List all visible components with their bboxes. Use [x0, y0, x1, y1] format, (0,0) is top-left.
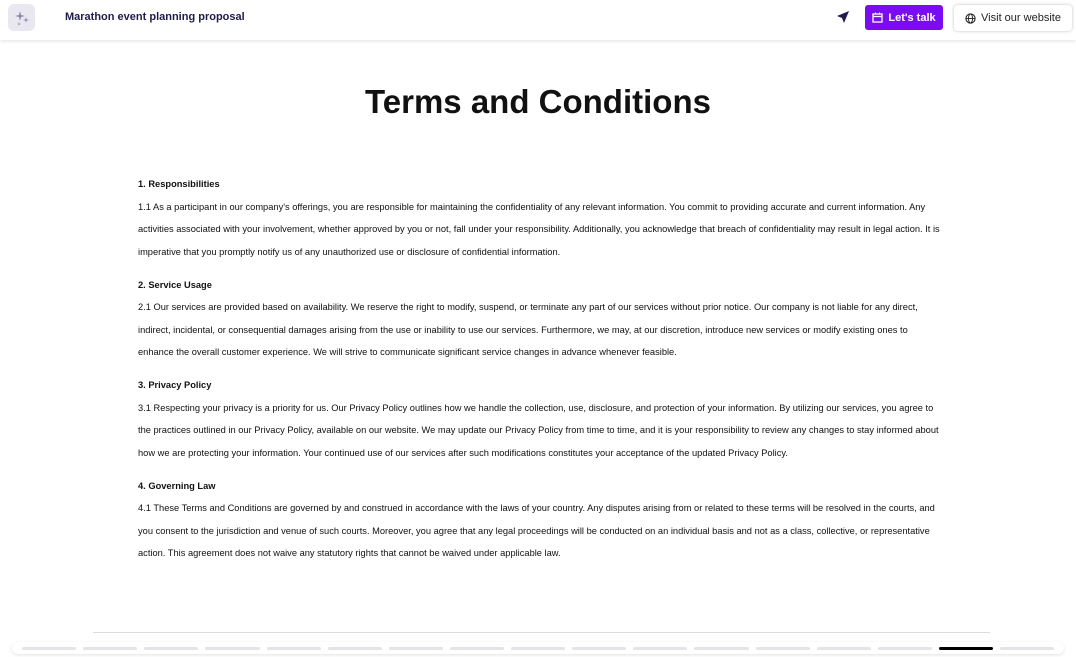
sparkles-logo-icon[interactable] [8, 4, 35, 31]
progress-segment-8[interactable] [450, 647, 504, 650]
progress-segment-3[interactable] [144, 647, 198, 650]
section-privacy-policy [138, 374, 944, 464]
globe-icon [965, 13, 976, 24]
top-bar [0, 0, 1076, 40]
document-title: Marathon event planning proposal [65, 11, 245, 23]
progress-segment-13[interactable] [756, 647, 810, 650]
page-title: Terms and Conditions [365, 83, 711, 120]
section-heading: 4. Governing Law [138, 480, 216, 491]
progress-segment-15[interactable] [878, 647, 932, 650]
section-text: 3.1 Respecting your privacy is a priority for us. Our Privacy Policy outlines how we handle the collection, use, disclosure, and protection of your information. By utilizing our services, you agree to the practices outlined in our Privacy Policy, available on our website. We may update our Privacy Policy from time to time, and it is your responsibility to review any changes to stay informed about how we are protecting your information. Your continued use of our services after such modifications constitutes your acceptance of the updated Privacy Policy. [138, 402, 939, 458]
progress-segment-11[interactable] [633, 647, 687, 650]
lets-talk-label: Let's talk [888, 11, 936, 24]
section-text: 4.1 These Terms and Conditions are governed by and construed in accordance with the laws of your country. Any disputes arising from or related to these terms will be resolved in the courts, and you consent to the jurisdiction and venue of such courts. Moreover, you agree that any legal proceedings will be conducted on an individual basis and not as a class, collective, or representative action. This agreement does not waive any statutory rights that cannot be waived under applicable law. [138, 503, 935, 558]
progress-segment-17[interactable] [1000, 647, 1054, 650]
progress-segment-10[interactable] [572, 647, 626, 650]
page-progress-bar [12, 642, 1064, 654]
section-text: 1.1 As a participant in our company's offerings, you are responsible for maintaining the confidentiality of any relevant information. You commit to providing accurate and current information. Any activities associated with your involvement, whether approved by you or not, fall under your responsibility. Additionally, you acknowledge that breach of confidentiality may result in legal action. It is imperative that you promptly notify us of any unauthorized use or disclosure of confidential information. [138, 201, 940, 257]
section-service-usage [138, 274, 944, 364]
progress-segment-14[interactable] [817, 647, 871, 650]
progress-segment-7[interactable] [389, 647, 443, 650]
section-responsibilities [138, 173, 944, 263]
section-heading: 3. Privacy Policy [138, 380, 212, 390]
lets-talk-button[interactable] [865, 5, 943, 30]
progress-segment-9[interactable] [511, 647, 565, 650]
progress-segment-5[interactable] [267, 647, 321, 650]
divider [93, 632, 990, 633]
section-heading: 1. Responsibilities [138, 179, 220, 189]
progress-segment-6[interactable] [328, 647, 382, 650]
section-heading: 2. Service Usage [138, 279, 212, 290]
send-icon[interactable] [836, 10, 850, 24]
progress-segment-12[interactable] [694, 647, 748, 650]
section-governing-law [138, 475, 944, 565]
progress-segment-1[interactable] [22, 647, 76, 650]
calendar-icon [872, 12, 883, 23]
progress-segment-16[interactable] [939, 647, 993, 650]
progress-segment-4[interactable] [205, 647, 259, 650]
progress-segment-2[interactable] [83, 647, 137, 650]
visit-website-button[interactable] [954, 5, 1072, 31]
section-text: 2.1 Our services are provided based on availability. We reserve the right to modify, suspend, or terminate any part of our services without prior notice. Our company is not liable for any direct, indirect, incidental, or consequential damages arising from the use or inability to use our services. Furthermore, we may, at our discretion, introduce new services or modify existing ones to enhance the overall customer experience. We will strive to communicate significant service changes in advance whenever feasible. [138, 302, 918, 357]
terms-content [138, 173, 944, 575]
visit-website-label: Visit our website [981, 12, 1061, 24]
